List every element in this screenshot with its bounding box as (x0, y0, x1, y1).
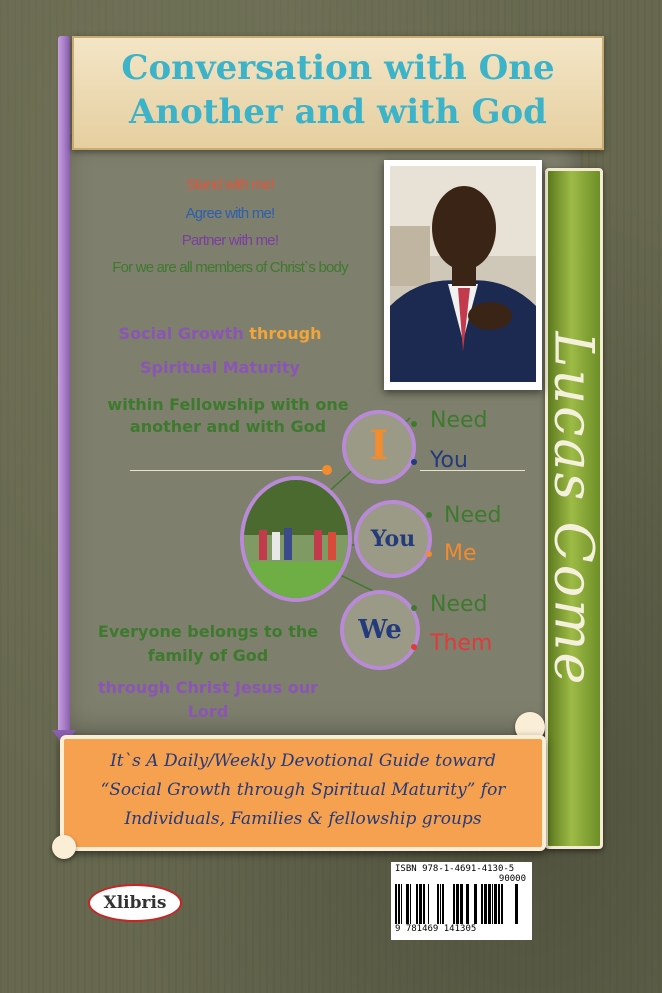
footer-box (60, 735, 546, 851)
you-object: Me (444, 541, 477, 566)
barcode-bar (515, 884, 518, 924)
barcode-bar (423, 884, 425, 924)
fellowship-photo (240, 476, 352, 602)
barcode-bar (501, 884, 503, 924)
theme-line-2: Spiritual Maturity (140, 358, 300, 377)
barcode-bar (440, 884, 441, 924)
footer-line-1: It`s A Daily/Weekly Devotional Guide toward (110, 751, 496, 771)
bubble-i-label: I (369, 422, 389, 469)
barcode-bar (428, 884, 429, 924)
footer-line-3: Individuals, Families & fellowship groups (124, 809, 482, 829)
barcode-bar (395, 884, 397, 924)
bullet-dot (426, 551, 432, 557)
price-code: 90000 (498, 874, 526, 884)
barcode-bar (456, 884, 459, 924)
barcode-bar (419, 884, 422, 924)
belongs-line-2: through Christ Jesus our Lord (97, 678, 319, 721)
bubble-you-label: You (370, 526, 416, 552)
barcode (391, 862, 532, 940)
title-box (72, 36, 604, 150)
barcode-bar (474, 884, 477, 924)
bubble-you (354, 500, 432, 578)
barcode-bars (395, 884, 528, 924)
theme-social-growth: Social Growth (118, 324, 244, 343)
tagline-line-2: Agree with me! (185, 205, 275, 222)
barcode-bar (466, 884, 469, 924)
tagline-line-4: For we are all members of Christ`s body (112, 259, 348, 276)
barcode-bar (460, 884, 463, 924)
author-banner (542, 168, 606, 849)
barcode-bar (453, 884, 455, 924)
publisher-logo (88, 884, 182, 922)
barcode-bar (437, 884, 439, 924)
barcode-bar (481, 884, 483, 924)
barcode-digits: 9 781469 141305 (395, 924, 477, 934)
barcode-bar (401, 884, 402, 924)
barcode-bar (410, 884, 411, 924)
we-verb: Need (430, 592, 488, 617)
footer-text (64, 739, 542, 834)
tagline-line-1: Stand with me! (185, 176, 274, 193)
bullet-dot (411, 644, 417, 650)
barcode-bar (398, 884, 400, 924)
barcode-bar (498, 884, 500, 924)
isbn-text: ISBN 978-1-4691-4130-5 (395, 864, 515, 874)
barcode-bar (416, 884, 418, 924)
barcode-bar (484, 884, 487, 924)
barcode-bar (442, 884, 444, 924)
i-object: You (430, 448, 468, 473)
bubble-i (342, 410, 416, 484)
book-title: Conversation with One Another and with God (121, 48, 555, 132)
we-object: Them (430, 631, 493, 656)
bullet-dot (426, 512, 432, 518)
barcode-bar (494, 884, 497, 924)
bullet-dot (411, 605, 417, 611)
bullet-dot (411, 459, 417, 465)
theme-line-1 (90, 324, 350, 343)
scroll-curl (52, 835, 76, 859)
purple-scroll-bar (58, 36, 70, 736)
author-name: Lucas Come (542, 331, 606, 686)
barcode-bar (406, 884, 409, 924)
i-verb: Need (430, 408, 488, 433)
publisher-name: Xlibris (103, 893, 167, 913)
author-portrait (390, 166, 536, 382)
bullet-dot (411, 421, 417, 427)
theme-line-3: within Fellowship with one another and with God (107, 395, 349, 436)
theme-through: through (249, 324, 322, 343)
bubble-we-label: We (358, 615, 402, 645)
bubble-we (340, 590, 420, 670)
belongs-line-1: Everyone belongs to the family of God (97, 622, 319, 665)
tagline-line-3: Partner with me! (181, 232, 279, 249)
footer-line-2: “Social Growth through Spiritual Maturity” for (100, 780, 506, 800)
barcode-bar (492, 884, 493, 924)
you-verb: Need (444, 503, 502, 528)
barcode-bar (488, 884, 491, 924)
author-photo-frame (384, 160, 542, 390)
